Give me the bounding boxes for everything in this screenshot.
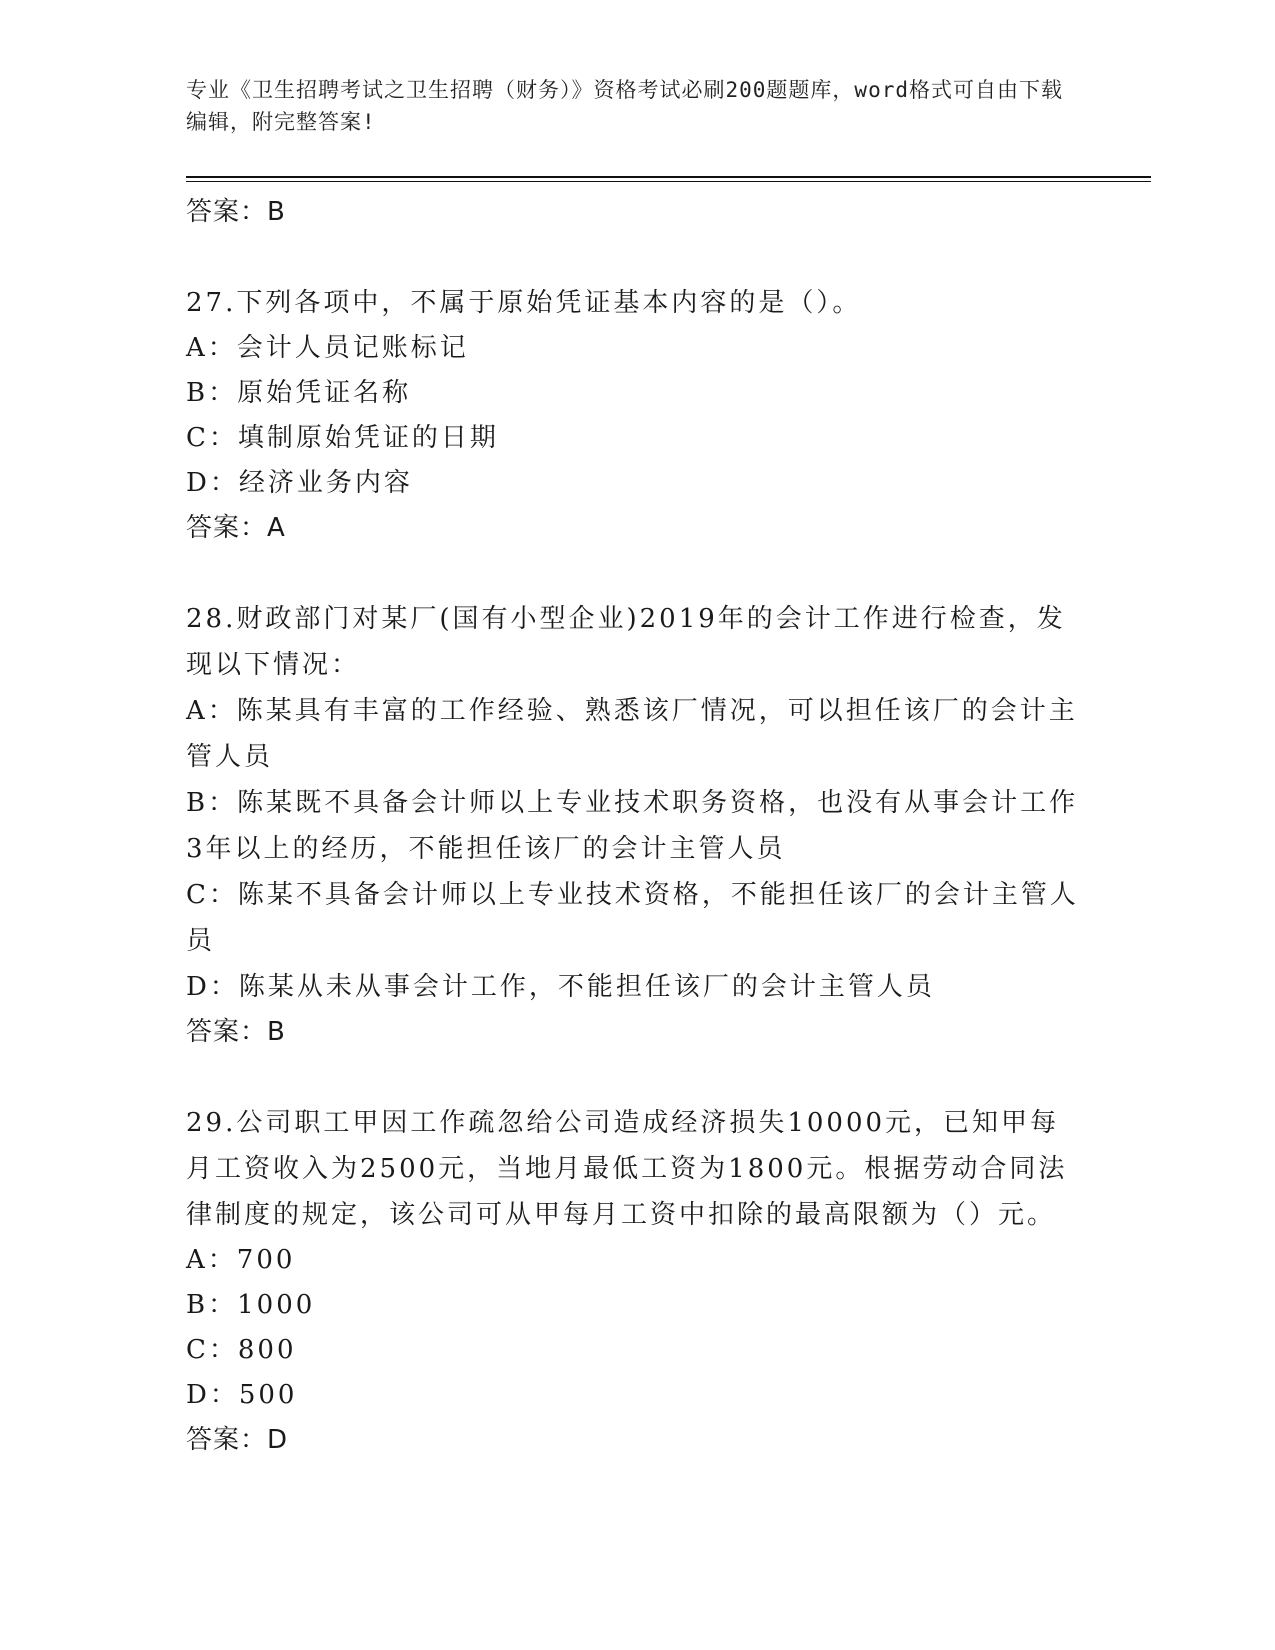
- question-27: [186, 280, 1086, 550]
- option-d: D：陈某从未从事会计工作，不能担任该厂的会计主管人员: [186, 972, 935, 1002]
- question-28: [186, 596, 1086, 1054]
- question-text: 29.公司职工甲因工作疏忽给公司造成经济损失10000元，已知甲每月工资收入为2500元，当地月最低工资为1800元。根据劳动合同法律制度的规定，该公司可从甲每月工资中扣除的最高限额为（）元。: [186, 1108, 1068, 1230]
- answer-line: 答案：D: [186, 1425, 289, 1455]
- header-divider-thin: [186, 181, 1151, 182]
- option-a: A：700: [186, 1245, 296, 1275]
- option-a: A：会计人员记账标记: [186, 333, 469, 363]
- option-c: C：填制原始凭证的日期: [186, 423, 499, 453]
- option-b: B：原始凭证名称: [186, 378, 412, 408]
- header-divider: [186, 176, 1151, 178]
- question-29: [186, 1100, 1086, 1462]
- answer-line: 答案：B: [186, 197, 286, 227]
- question-list: [186, 190, 1086, 1462]
- question-text: 27.下列各项中，不属于原始凭证基本内容的是（）。: [186, 288, 862, 318]
- option-b: B：1000: [186, 1290, 316, 1320]
- option-d: D：500: [186, 1380, 298, 1410]
- question-text: 28.财政部门对某厂(国有小型企业)2019年的会计工作进行检查，发现以下情况：: [186, 604, 1066, 680]
- answer-line: 答案：A: [186, 513, 286, 543]
- option-a: A：陈某具有丰富的工作经验、熟悉该厂情况，可以担任该厂的会计主管人员: [186, 696, 1078, 772]
- option-d: D：经济业务内容: [186, 468, 413, 498]
- option-c: C：800: [186, 1335, 297, 1365]
- answer-line: 答案：B: [186, 1017, 286, 1047]
- option-c: C：陈某不具备会计师以上专业技术资格，不能担任该厂的会计主管人员: [186, 880, 1079, 956]
- document-header: 专业《卫生招聘考试之卫生招聘（财务）》资格考试必刷200题题库，word格式可自由下载编辑，附完整答案!: [186, 78, 1063, 134]
- option-b: B：陈某既不具备会计师以上专业技术职务资格，也没有从事会计工作3年以上的经历，不能担任该厂的会计主管人员: [186, 788, 1079, 864]
